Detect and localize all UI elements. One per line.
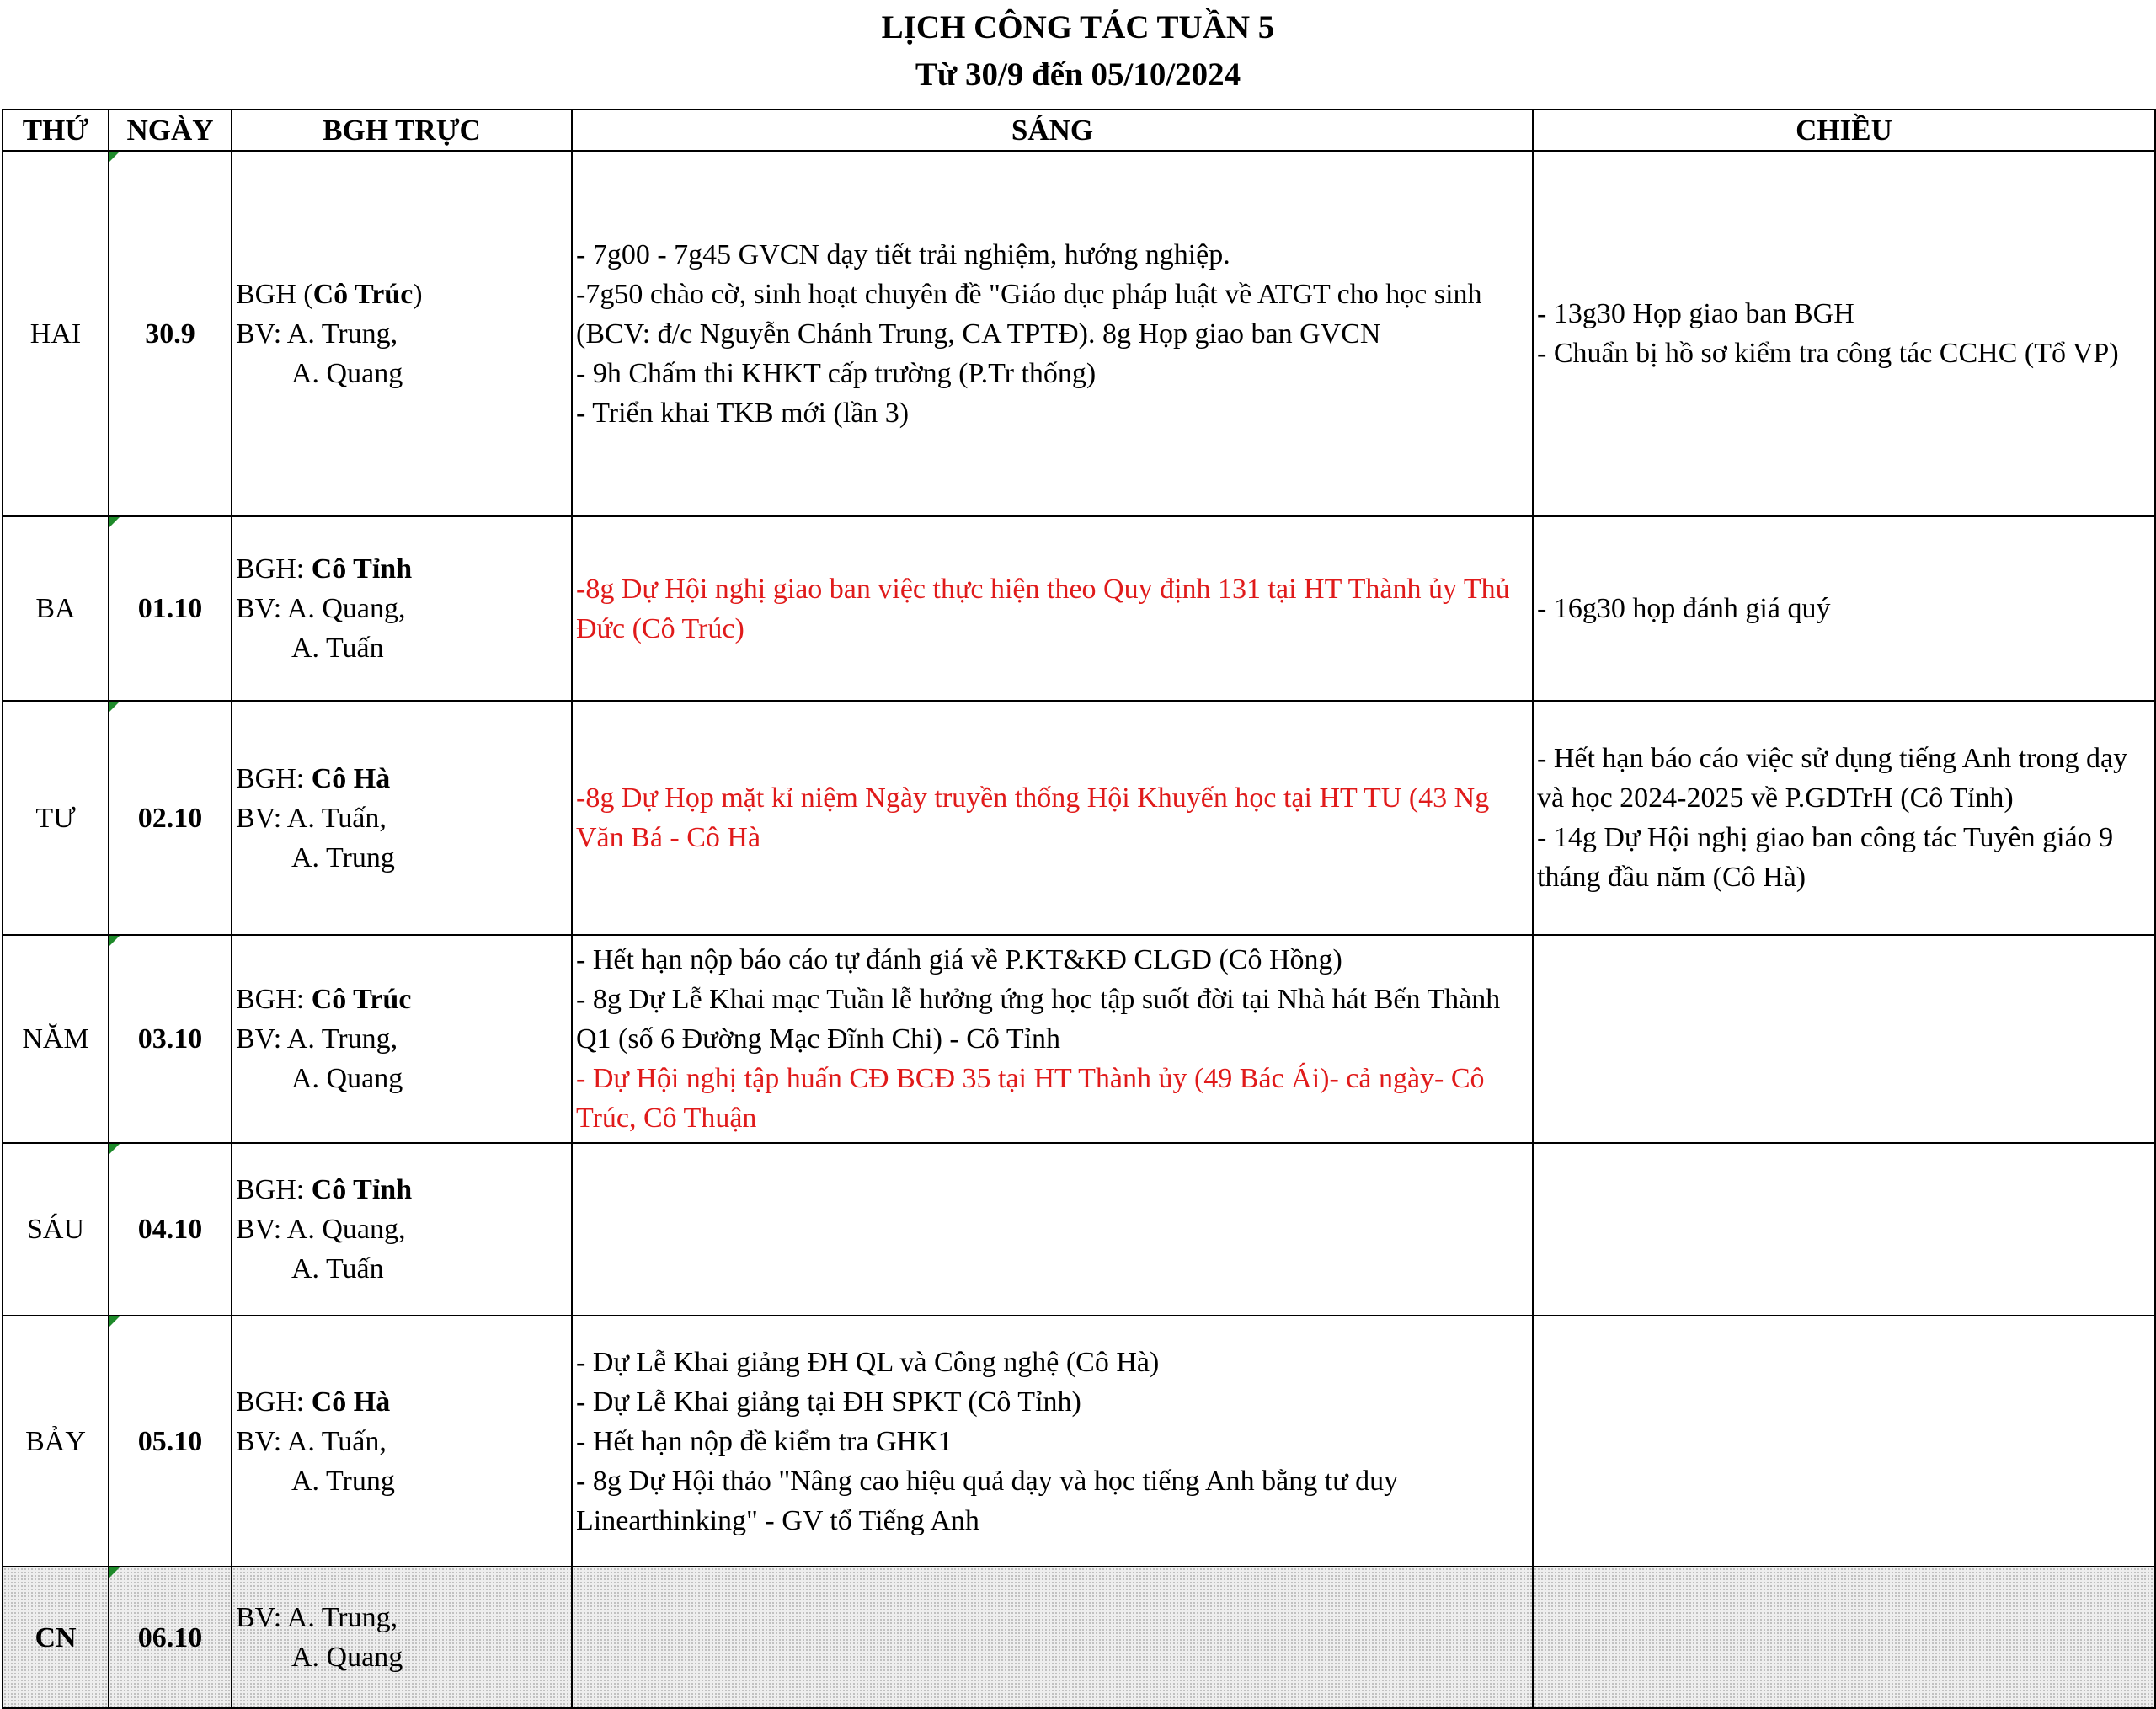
duty-bgh: BGH: Cô Trúc: [236, 984, 412, 1015]
morning-cell: [572, 516, 1533, 701]
afternoon-cell: [1533, 151, 2155, 516]
table-row-sunday: [3, 1567, 2155, 1708]
duty-bv-second: A. Trung: [291, 1465, 395, 1497]
header-row: [3, 109, 2155, 151]
duty-bgh-name: Cô Trúc: [311, 984, 412, 1015]
duty-bv: BV: A. Trung,: [236, 1602, 398, 1633]
day-cell: BẢY: [3, 1316, 109, 1567]
date-cell: 01.10: [109, 516, 232, 701]
morning-cell: [572, 1143, 1533, 1316]
date-cell: 05.10: [109, 1316, 232, 1567]
duty-bv: BV: A. Quang,: [236, 1214, 406, 1245]
morning-cell: [572, 1316, 1533, 1567]
duty-cell: [232, 1316, 572, 1567]
morning-item: - 8g Dự Lễ Khai mạc Tuần lễ hưởng ứng học tập suốt đời tại Nhà hát Bến Thành Q1 (số 6 Đường Mạc Đĩnh Chi) - Cô Tỉnh: [576, 984, 1501, 1055]
afternoon-cell: [1533, 1143, 2155, 1316]
morning-cell: [572, 1567, 1533, 1708]
day-cell: CN: [3, 1567, 109, 1708]
table-row: [3, 701, 2155, 935]
morning-item: - Triển khai TKB mới (lần 3): [576, 397, 910, 429]
duty-bv-second: A. Trung: [291, 841, 395, 873]
col-header-sang: SÁNG: [572, 109, 1533, 151]
duty-bgh-name: Cô Tỉnh: [311, 1174, 413, 1205]
duty-bv-second: A. Tuấn: [291, 1253, 384, 1284]
duty-bv-second: A. Quang: [291, 357, 403, 389]
duty-bgh: BGH: Cô Tỉnh: [236, 1174, 413, 1205]
morning-item-highlight: -8g Dự Hội nghị giao ban việc thực hiện theo Quy định 131 tại HT Thành ủy Thủ Đức (Cô Trúc): [576, 573, 1510, 644]
table-row: [3, 935, 2155, 1143]
morning-item: - Hết hạn nộp báo cáo tự đánh giá về P.KT&KĐ CLGD (Cô Hồng): [576, 944, 1342, 975]
morning-item-highlight: - Dự Hội nghị tập huấn CĐ BCĐ 35 tại HT Thành ủy (49 Bác Ái)- cả ngày- Cô Trúc, Cô Thuận: [576, 1063, 1485, 1134]
morning-item: - Dự Lễ Khai giảng ĐH QL và Công nghệ (Cô Hà): [576, 1346, 1160, 1378]
date-range: Từ 30/9 đến 05/10/2024: [915, 56, 1241, 93]
duty-bv-second: A. Quang: [291, 1642, 403, 1673]
morning-cell: [572, 151, 1533, 516]
duty-cell: [232, 1143, 572, 1316]
day-cell: TƯ: [3, 701, 109, 935]
col-header-chieu: CHIỀU: [1533, 109, 2155, 151]
morning-item: - Dự Lễ Khai giảng tại ĐH SPKT (Cô Tỉnh): [576, 1386, 1081, 1418]
morning-item: - 7g00 - 7g45 GVCN dạy tiết trải nghiệm, hướng nghiệp.: [576, 238, 1230, 270]
duty-cell: [232, 516, 572, 701]
duty-bv-second: A. Tuấn: [291, 633, 384, 664]
duty-bgh: BGH: Cô Hà: [236, 762, 391, 794]
morning-item: - Hết hạn nộp đề kiểm tra GHK1: [576, 1425, 953, 1457]
table-row: [3, 1316, 2155, 1567]
table-row: [3, 516, 2155, 701]
duty-bgh: BGH: Cô Tỉnh: [236, 553, 413, 585]
duty-bgh: BGH (Cô Trúc): [236, 278, 423, 310]
day-cell: BA: [3, 516, 109, 701]
duty-bv: BV: A. Tuấn,: [236, 1425, 387, 1457]
page-title: LỊCH CÔNG TÁC TUẦN 5: [881, 9, 1275, 45]
duty-cell: [232, 935, 572, 1143]
afternoon-item: - Chuẩn bị hồ sơ kiểm tra công tác CCHC (Tổ VP): [1537, 338, 2119, 369]
day-cell: HAI: [3, 151, 109, 516]
duty-cell: [232, 151, 572, 516]
duty-bv: BV: A. Trung,: [236, 1023, 398, 1055]
day-cell: SÁU: [3, 1143, 109, 1316]
morning-cell: [572, 935, 1533, 1143]
morning-cell: [572, 701, 1533, 935]
table-row: [3, 1143, 2155, 1316]
morning-item-highlight: -8g Dự Họp mặt kỉ niệm Ngày truyền thống Hội Khuyến học tại HT TU (43 Ng Văn Bá - Cô Hà: [576, 782, 1490, 853]
duty-cell: [232, 701, 572, 935]
schedule-table: [2, 109, 2156, 1709]
afternoon-item: - 14g Dự Hội nghị giao ban công tác Tuyên giáo 9 tháng đầu năm (Cô Hà): [1537, 822, 2114, 893]
afternoon-cell: [1533, 516, 2155, 701]
afternoon-cell: [1533, 1316, 2155, 1567]
duty-bv: BV: A. Tuấn,: [236, 802, 387, 834]
afternoon-item: - 16g30 họp đánh giá quý: [1537, 593, 1831, 624]
date-cell: 30.9: [109, 151, 232, 516]
duty-bgh-name: Cô Hà: [311, 1386, 391, 1418]
duty-bv: BV: A. Quang,: [236, 593, 406, 624]
afternoon-cell: [1533, 1567, 2155, 1708]
duty-bgh-name: Cô Tỉnh: [311, 553, 413, 585]
col-header-ngay: NGÀY: [109, 109, 232, 151]
schedule-header: [0, 0, 2156, 109]
duty-bgh-name: Cô Trúc: [312, 278, 414, 310]
date-cell: 04.10: [109, 1143, 232, 1316]
afternoon-item: - 13g30 Họp giao ban BGH: [1537, 298, 1854, 329]
date-cell: 06.10: [109, 1567, 232, 1708]
afternoon-item: - Hết hạn báo cáo việc sử dụng tiếng Anh trong dạy và học 2024-2025 về P.GDTrH (Cô Tỉnh): [1537, 743, 2128, 814]
duty-bgh-name: Cô Hà: [311, 762, 391, 794]
date-cell: 03.10: [109, 935, 232, 1143]
table-row: [3, 151, 2155, 516]
col-header-bgh: BGH TRỰC: [232, 109, 572, 151]
morning-item: -7g50 chào cờ, sinh hoạt chuyên đề "Giáo dục pháp luật về ATGT cho học sinh (BCV: đ/c Nguyễn Chánh Trung, CA TPTĐ). 8g Họp giao ban GVCN: [576, 278, 1482, 350]
duty-bgh: BGH: Cô Hà: [236, 1386, 391, 1418]
afternoon-cell: [1533, 935, 2155, 1143]
date-cell: 02.10: [109, 701, 232, 935]
duty-cell: [232, 1567, 572, 1708]
morning-item: - 8g Dự Hội thảo "Nâng cao hiệu quả dạy và học tiếng Anh bằng tư duy Linearthinking" - GV tổ Tiếng Anh: [576, 1465, 1399, 1536]
col-header-thu: THỨ: [3, 109, 109, 151]
day-cell: NĂM: [3, 935, 109, 1143]
duty-bv-second: A. Quang: [291, 1063, 403, 1094]
afternoon-cell: [1533, 701, 2155, 935]
morning-item: - 9h Chấm thi KHKT cấp trường (P.Tr thống): [576, 357, 1097, 389]
duty-bv: BV: A. Trung,: [236, 318, 398, 350]
